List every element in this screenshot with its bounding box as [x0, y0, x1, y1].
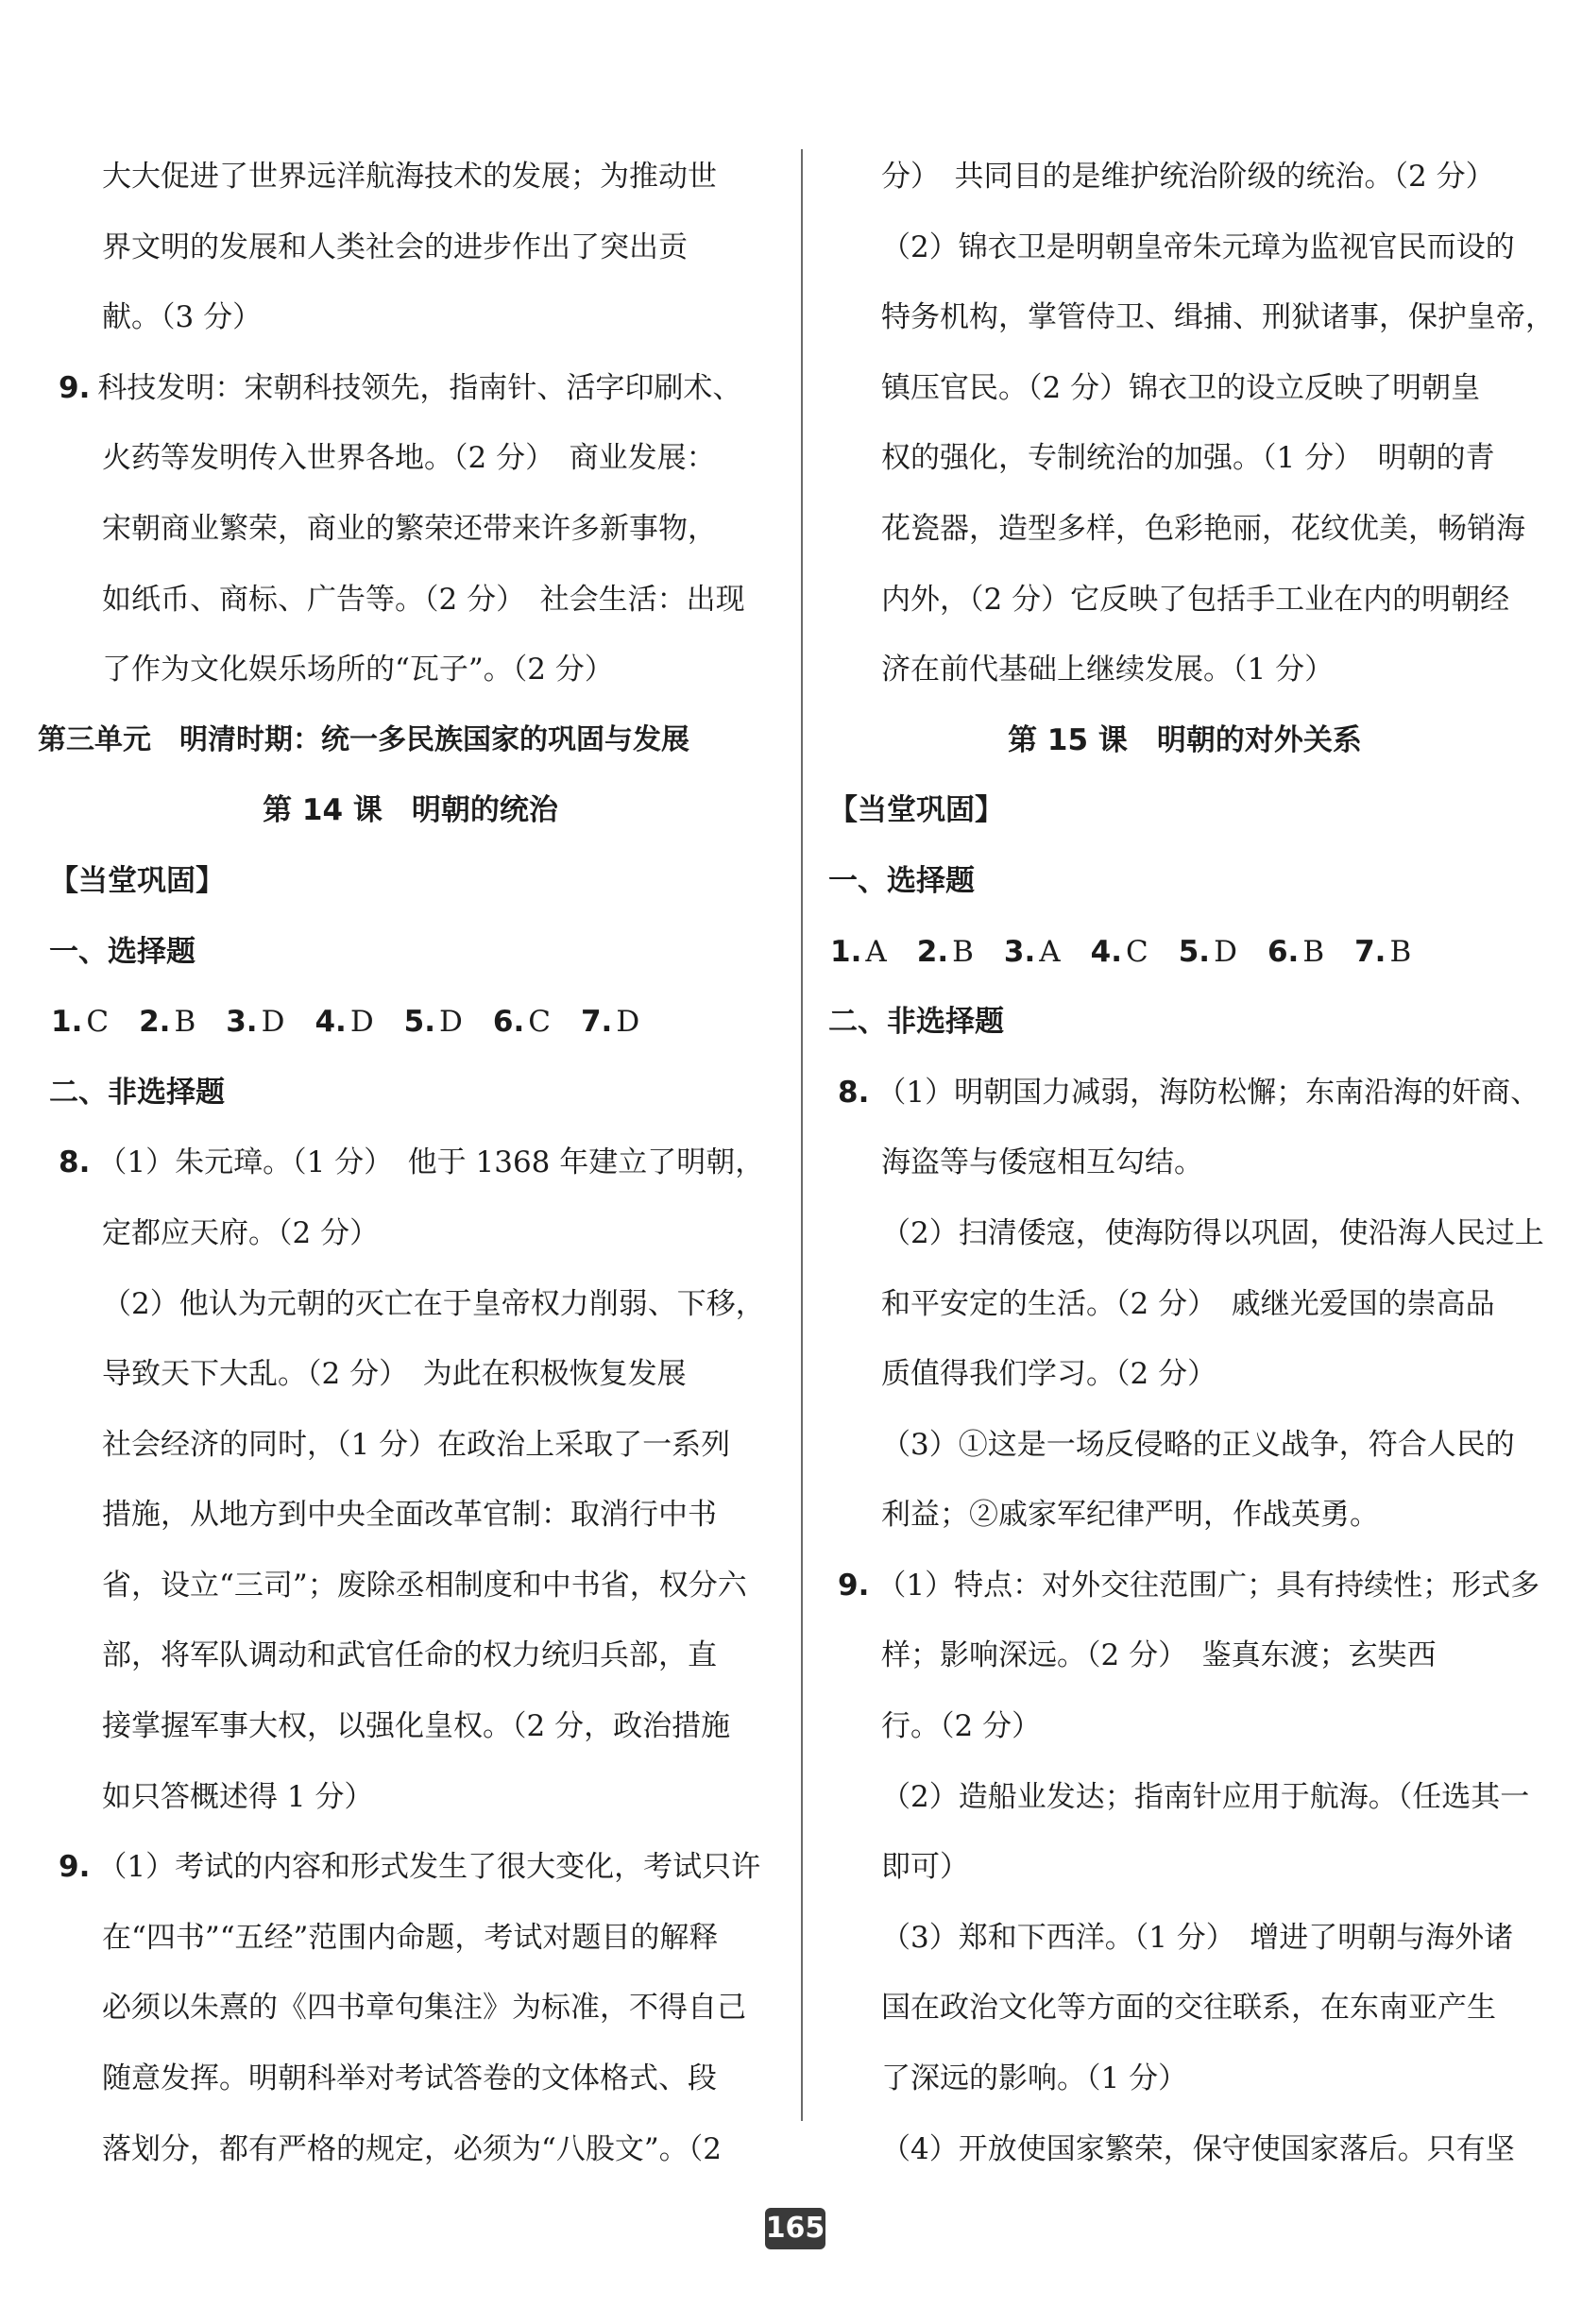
choice-letter: C	[1126, 934, 1148, 969]
choice-answer	[226, 987, 305, 1058]
section-heading: 一、选择题	[49, 934, 196, 969]
text-line: 宋朝商业繁荣，商业的繁荣还带来许多新事物，	[102, 511, 717, 546]
choice-number: 7.	[1354, 934, 1386, 969]
question-text: （1）考试的内容和形式发生了很大变化，考试只许	[97, 1850, 761, 1885]
choice-letter: C	[86, 1005, 110, 1040]
choice-number: 5.	[1178, 934, 1211, 969]
text-line: 大大促进了世界远洋航海技术的发展；为推动世	[102, 160, 717, 194]
text-line: 定都应天府。（2 分）	[102, 1215, 380, 1250]
choice-number: 7.	[580, 1005, 613, 1040]
choice-letter: C	[528, 1005, 551, 1040]
choice-answers	[830, 917, 1532, 988]
choice-letter: D	[349, 1005, 374, 1040]
text-line: 接掌握军事大权，以强化皇权。（2 分，政治措施	[102, 1709, 731, 1744]
choice-letter: D	[616, 1005, 640, 1040]
choice-letter: A	[1039, 934, 1061, 969]
choice-letter: D	[1214, 934, 1237, 969]
choice-answer	[493, 987, 571, 1058]
choice-answer	[404, 987, 484, 1058]
text-line: 济在前代基础上继续发展。（1 分）	[881, 653, 1335, 687]
section-heading: 一、选择题	[828, 863, 975, 898]
section-heading: 【当堂巩固】	[49, 863, 225, 898]
text-line: 国在政治文化等方面的交往联系，在东南亚产生	[881, 1991, 1496, 2026]
question-item	[838, 1551, 1540, 1621]
question-number: 9.	[838, 1568, 870, 1603]
text-line: （2）他认为元朝的灭亡在于皇帝权力削弱、下移，	[102, 1286, 765, 1321]
question-item	[59, 1128, 765, 1198]
text-line: 献。（3 分）	[102, 300, 263, 335]
text-line: （2）造船业发达；指南针应用于航海。（任选其一	[881, 1779, 1530, 1814]
choice-number: 4.	[315, 1005, 347, 1040]
text-line: 权的强化，专制统治的加强。（1 分） 明朝的青	[881, 441, 1495, 476]
text-line: 省，设立“三司”；废除丞相制度和中书省，权分六	[102, 1568, 747, 1603]
text-line: 质值得我们学习。（2 分）	[881, 1357, 1217, 1392]
text-line: 特务机构，掌管侍卫、缉捕、刑狱诸事，保护皇帝，	[881, 300, 1555, 335]
text-line: 花瓷器，造型多样，色彩艳丽，花纹优美，畅销海	[881, 511, 1525, 546]
question-number: 9.	[59, 1850, 91, 1885]
text-line: 措施，从地方到中央全面改革官制：取消行中书	[102, 1498, 717, 1533]
choice-answer	[139, 987, 216, 1058]
question-item	[59, 1832, 762, 1903]
left-column	[38, 142, 765, 2184]
page-number: 165	[765, 2208, 825, 2249]
choice-letter: D	[439, 1005, 463, 1040]
text-line: 样；影响深远。（2 分） 鉴真东渡；玄奘西	[881, 1638, 1437, 1673]
text-line: （3）①这是一场反侵略的正义战争，符合人民的	[881, 1427, 1515, 1462]
text-line: 必须以朱熹的《四书章句集注》为标准，不得自己	[102, 1991, 746, 2026]
question-text: （1）朱元璋。（1 分） 他于 1368 年建立了明朝，	[97, 1145, 765, 1180]
lesson-title: 第 15 课 明朝的对外关系	[1008, 722, 1362, 757]
text-line: 在“四书”“五经”范围内命题，考试对题目的解释	[102, 1920, 719, 1955]
section-heading: 二、非选择题	[49, 1075, 225, 1110]
choice-answer	[1004, 917, 1081, 988]
unit-title: 第三单元 明清时期：统一多民族国家的巩固与发展	[38, 722, 689, 756]
choice-answer	[51, 987, 129, 1058]
text-line: 海盗等与倭寇相互勾结。	[881, 1145, 1203, 1180]
text-line: 利益；②戚家军纪律严明，作战英勇。	[881, 1498, 1379, 1533]
choice-answer	[1091, 917, 1169, 988]
choice-answer	[1267, 917, 1345, 988]
question-number: 8.	[59, 1145, 91, 1180]
section-heading: 二、非选择题	[828, 1005, 1004, 1040]
text-line: （2）扫清倭寇，使海防得以巩固，使沿海人民过上	[881, 1215, 1544, 1250]
question-text: 科技发明：宋朝科技领先，指南针、活字印刷术、	[97, 370, 742, 405]
choice-number: 6.	[1267, 934, 1300, 969]
question-number: 9.	[59, 370, 91, 405]
column-divider	[801, 149, 803, 2121]
choice-number: 3.	[226, 1005, 258, 1040]
choice-answer	[830, 917, 908, 988]
text-line: 了作为文化娱乐场所的“瓦子”。（2 分）	[102, 653, 614, 687]
text-line: 落划分，都有严格的规定，必须为“八股文”。（2	[102, 2131, 722, 2166]
text-line: 和平安定的生活。（2 分） 戚继光爱国的崇高品	[881, 1286, 1495, 1321]
choice-number: 2.	[139, 1005, 171, 1040]
text-line: 火药等发明传入世界各地。（2 分） 商业发展：	[102, 441, 716, 476]
choice-number: 5.	[403, 1005, 436, 1040]
question-number: 8.	[838, 1075, 870, 1110]
text-line: 即可）	[881, 1850, 969, 1885]
lesson-title: 第 14 课 明朝的统治	[263, 793, 558, 828]
section-heading: 【当堂巩固】	[828, 793, 1004, 828]
choice-letter: D	[261, 1005, 285, 1040]
right-column	[828, 142, 1555, 2184]
text-line: 如纸币、商标、广告等。（2 分） 社会生活：出现	[102, 582, 745, 617]
text-line: （4）开放使国家繁荣，保守使国家落后。只有坚	[881, 2131, 1515, 2166]
text-line: 界文明的发展和人类社会的进步作出了突出贡	[102, 229, 688, 264]
text-line: 了深远的影响。（1 分）	[881, 2061, 1188, 2096]
choice-answer	[1179, 917, 1258, 988]
choice-answer	[917, 917, 995, 988]
text-line: 导致天下大乱。（2 分） 为此在积极恢复发展	[102, 1357, 687, 1392]
choice-number: 1.	[51, 1005, 83, 1040]
choice-answers	[51, 987, 762, 1058]
choice-answer	[1354, 917, 1432, 988]
text-line: 行。（2 分）	[881, 1709, 1042, 1744]
text-line: 随意发挥。明朝科举对考试答卷的文体格式、段	[102, 2061, 717, 2096]
text-line: 镇压官民。（2 分）锦衣卫的设立反映了明朝皇	[881, 370, 1481, 405]
choice-answer	[315, 987, 394, 1058]
choice-number: 4.	[1090, 934, 1122, 969]
text-line: 分） 共同目的是维护统治阶级的统治。（2 分）	[881, 160, 1495, 194]
text-line: （2）锦衣卫是明朝皇帝朱元璋为监视官民而设的	[881, 229, 1515, 264]
text-line: 社会经济的同时，（1 分）在政治上采取了一系列	[102, 1427, 731, 1462]
text-line: （3）郑和下西洋。（1 分） 增进了明朝与海外诸	[881, 1920, 1514, 1955]
question-text: （1）明朝国力减弱，海防松懈；东南沿海的奸商、	[876, 1075, 1540, 1110]
question-item	[838, 1058, 1540, 1128]
choice-letter: B	[1302, 934, 1325, 969]
choice-number: 6.	[492, 1005, 525, 1040]
choice-number: 2.	[916, 934, 949, 969]
question-text: （1）特点：对外交往范围广；具有持续性；形式多	[876, 1568, 1540, 1603]
text-line: 部，将军队调动和武官任命的权力统归兵部，直	[102, 1638, 717, 1673]
choice-letter: A	[865, 934, 887, 969]
choice-answer	[581, 987, 660, 1058]
choice-letter: B	[174, 1005, 196, 1040]
question-item	[59, 353, 762, 424]
choice-number: 3.	[1003, 934, 1036, 969]
choice-letter: B	[1389, 934, 1412, 969]
choice-number: 1.	[830, 934, 862, 969]
choice-letter: B	[952, 934, 974, 969]
text-line: 内外，（2 分）它反映了包括手工业在内的明朝经	[881, 582, 1510, 617]
text-line: 如只答概述得 1 分）	[102, 1779, 374, 1814]
